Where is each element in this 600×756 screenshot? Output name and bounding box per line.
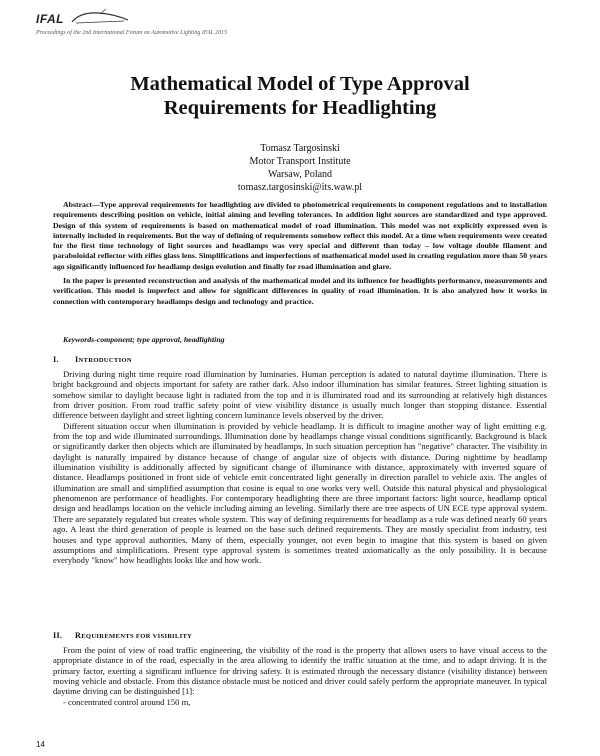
title-line-1: Mathematical Model of Type Approval bbox=[130, 73, 470, 95]
paragraph: - concentrated control around 150 m, bbox=[63, 696, 191, 707]
author-block bbox=[150, 142, 450, 194]
paper-title bbox=[40, 72, 560, 120]
section-title-rest: NTRODUCTION bbox=[78, 357, 132, 364]
section-heading-visibility bbox=[53, 631, 192, 640]
section-number: I. bbox=[53, 355, 59, 364]
introduction-body bbox=[53, 369, 547, 566]
section-number: II. bbox=[53, 631, 63, 640]
running-head: Proceedings of the 2nd International Forum on Automotive Lighting IFAL 2015 bbox=[36, 30, 228, 36]
logo-text: IFAL bbox=[36, 12, 64, 26]
section-title-initial: R bbox=[75, 631, 82, 640]
author-city: Warsaw, Poland bbox=[267, 169, 333, 180]
paragraph: From the point of view of road traffic engineering, the visibility of the road is the property that allows users to have visual access to the appropriate distance in of the road, especially in the area allowing to identify the traffic situation at the time, and to adapt driving. It is the primary factor, exerting a significant influence for driving safety. It is estimated through the necessary distance (visibility distance) between moving vehicle and obstacle. From this distance obstacle must be noticed and driver could safely perform the appropriate maneuver. In typical daytime driving can be distinguished [1]: bbox=[53, 645, 547, 697]
page-number: 14 bbox=[36, 740, 45, 749]
visibility-body bbox=[53, 645, 547, 707]
section-heading-introduction bbox=[53, 355, 132, 364]
abstract bbox=[53, 200, 547, 311]
page-header bbox=[36, 8, 564, 40]
ifal-logo bbox=[36, 8, 146, 30]
abstract-paragraph-1: Abstract—Type approval requirements for headlighting are divided to photometrical requirements in component regulations and to installation requirements describing position on vehicle, initial aiming and leveling tolerances. In addition light sources are standardized and type approved. Design of this system of requirements is based on mathematical model of road illumination. This model was not explicitly expressed even is internally included in requirements. But the way of defining of requirements somehow reflect this model. At a time when requirements were created for the first time technology of light sources and headlamps was very special and different than today – low voltage double filament and paraboloidal reflector with rifles glass lens. Simplifications and imperfections of mathematical model used in creating regulation more than 50 years ago significantly influenced for headlamp design evolution and finally for road illumination and glare. bbox=[53, 200, 547, 271]
title-line-2: Requirements for Headlighting bbox=[163, 97, 437, 119]
author-email: tomasz.targosinski@its.waw.pl bbox=[237, 182, 363, 193]
paragraph: Different situation occur when illumination is provided by vehicle headlamp. It is difficult to imagine another way of light emitting e.g. from the top and wide illuminated surroundings. Illumination done by headlamps change visual conditions significantly. Background is black or significantly darker then objects which are illuminated by headlamps. In such situation perception has "negative" character. The visibility in daylight is naturally impaired by distance because of change of angular size of objects with distance. During nighttime by headlamp illumination visibility is additionally affected by significant change of illuminance with distance, approximately with inverted square of distance. Headlamps positioned in front side of vehicle emit concentrated light generally in direction parallel to vehicle axis. The angles of illumination are small and simplified assumption that cosine is equal to one works very well. Outside this natural physical and physiological phenomenon are performance of headlights. For contemporary headlighting there are three important factors: light source, headlamp optical design and headlamps location on the vehicle including aiming an leveling. Similarly there are tree aspects of UN ECE type approval system. There are separately regulated but creates whole system. This way of defining requirements for headlamp as a rule was defined nearly 60 years ago. A least the third generation of people is learned on the base such defined requirements. They are mostly specialist from industry, test houses and type approval authorities. Many of them, especially younger, not even begin to imagine that this system is based on given assumptions and simplifications. Present type approval system is sometimes treated axiomatically as the only possibility. It is because everybody "know" how headlights looks like and how work. bbox=[53, 420, 547, 566]
paragraph: Driving during night time require road illumination by luminaries. Human perception is adated to natural daytime illumination. There is bright background and objects important for safety are rather dark. Also indoor illumination has similar features. Street lighting situation is somehow similar to daylight because light is radiated from the top and it is illuminated road and its surrounding at relatively high distances from driver position. From road traffic safety point of view visibility distance is usually much longer than stopping distance. Essential difference between daylight and street lighting concern luminance levels observed by the driver. bbox=[53, 369, 547, 421]
section-title-rest: EQUIREMENTS FOR VISIBILITY bbox=[81, 633, 193, 640]
section-title-initial: I bbox=[75, 355, 79, 364]
author-name: Tomasz Targosinski bbox=[260, 143, 340, 154]
car-silhouette-icon bbox=[70, 8, 130, 26]
abstract-paragraph-2: In the paper is presented reconstruction and analysis of the mathematical model and its influence for headlights performance, measurements and verification. This model is imperfect and allow for significant differences in quality of road illumination. It is also analyzed how it works in connection with contemporary headlamps design and technology and practice. bbox=[53, 276, 547, 306]
keywords: Keywords-component; type approval, headlighting bbox=[63, 335, 225, 344]
author-affiliation: Motor Transport Institute bbox=[249, 156, 351, 167]
